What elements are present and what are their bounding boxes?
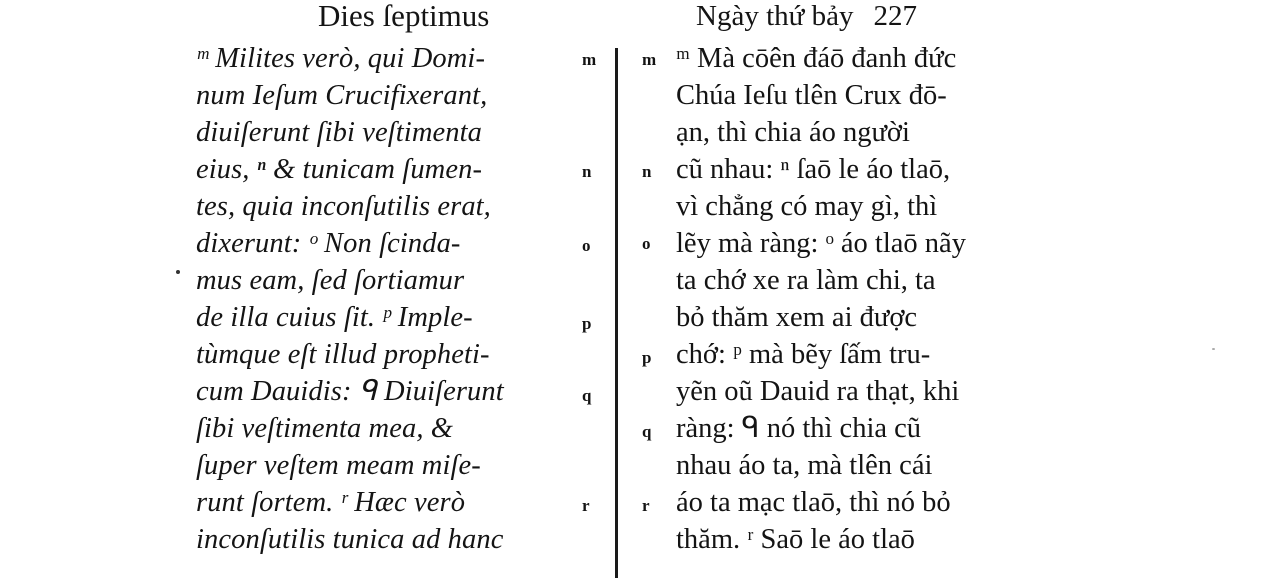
column-divider-rule [615,48,618,578]
latin-line: eius, ⁿ & tunicam ſumen- [196,154,483,185]
vietnamese-running-head-title: Ngày thứ bảy [696,0,854,32]
vietnamese-line: bỏ thăm xem ai được [676,302,918,333]
marginal-note: q [642,422,652,441]
ink-speck [176,270,180,274]
vietnamese-line: áo ta mạc tlaō, thì nó bỏ [676,487,951,518]
vietnamese-line: ta chớ xe ra làm chi, ta [676,265,936,296]
marginal-note: n [642,162,652,181]
marginal-note: r [642,496,650,515]
latin-running-head: Dies ſeptimus [318,0,490,33]
marginal-note: p [582,314,592,333]
vietnamese-running-head [696,0,917,34]
latin-line: num Ieſum Crucifixerant, [196,80,488,111]
latin-line: ᵐ Milites verò, qui Domi- [196,43,486,74]
vietnamese-line: cũ nhau: ⁿ ſaō le áo tlaō, [676,154,951,185]
latin-line: cum Dauidis: ᑫ Diuiſerunt [196,376,504,407]
vietnamese-line: ràng: ᑫ nó thì chia cũ [676,413,922,444]
vietnamese-line: thăm. ʳ Saō le áo tlaō [676,524,915,555]
latin-line: ſibi veſtimenta mea, & [196,413,454,444]
page-number: 227 [873,0,917,32]
latin-line: tùmque eſt illud propheti- [196,339,490,370]
marginal-note: q [582,386,592,405]
marginal-note: o [642,234,651,253]
marginal-note: m [642,50,657,69]
vietnamese-line: yẽn oũ Dauid ra thạt, khi [676,376,960,407]
latin-line: diuiſerunt ſibi veſtimenta [196,117,482,148]
marginal-note: p [642,348,652,367]
latin-line: mus eam, ſed ſortiamur [196,265,465,296]
vietnamese-line: vì chẳng có may gì, thì [676,191,938,222]
vietnamese-line: lẽy mà ràng: ᵒ áo tlaō nãy [676,228,966,259]
latin-line: dixerunt: ᵒ Non ſcinda- [196,228,461,259]
vietnamese-line: nhau áo ta, mà tlên cái [676,450,933,481]
vietnamese-line: ᵐ Mà cōên đáō đanh đức [676,43,957,74]
latin-column [196,40,576,558]
ink-speck [1212,348,1215,350]
latin-line: inconſutilis tunica ad hanc [196,524,504,555]
marginal-note: r [582,496,590,515]
latin-line: runt ſortem. ʳ Hæc verò [196,487,466,518]
marginal-note: m [582,50,597,69]
marginal-note: o [582,236,591,255]
latin-line: ſuper veſtem meam miſe- [196,450,481,481]
marginal-note: n [582,162,592,181]
vietnamese-line: ạn, thì chia áo người [676,117,910,148]
latin-line: tes, quia inconſutilis erat, [196,191,491,222]
vietnamese-line: chớ: ᵖ mà bẽy ſấm tru- [676,339,931,370]
latin-line: de illa cuius ſit. ᵖ Imple- [196,302,473,333]
vietnamese-line: Chúa Ieſu tlên Crux đō- [676,80,947,111]
vietnamese-column [676,40,1046,558]
